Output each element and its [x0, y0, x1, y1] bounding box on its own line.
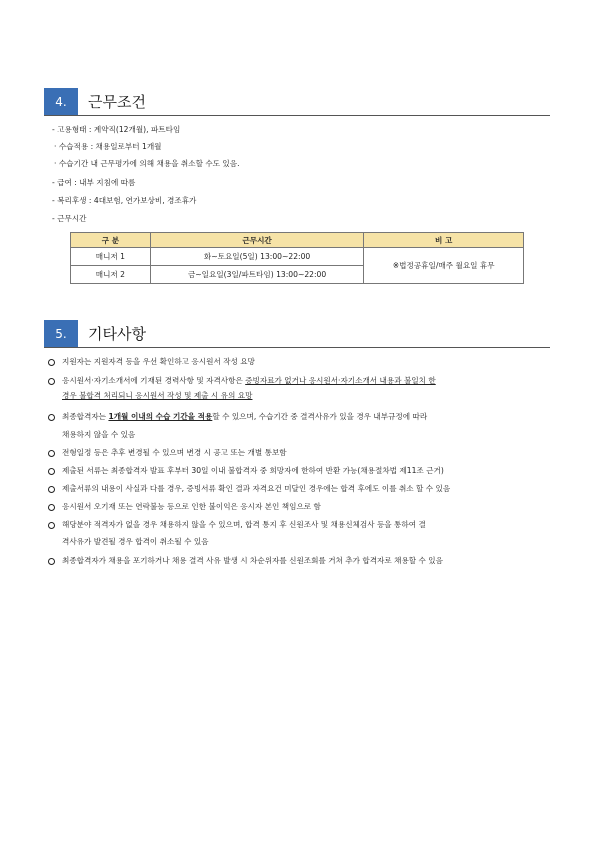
- list-item-emphasis: 1개월 이내의 수습 기간을 적용: [108, 412, 213, 421]
- list-item: 응시원서 오기재 또는 연락불능 등으로 인한 불이익은 응시자 본인 책임으로 함: [62, 502, 321, 511]
- section-4-number: 4.: [44, 88, 78, 116]
- circle-bullet-icon: [48, 450, 55, 457]
- section-4-header: [44, 88, 550, 116]
- circle-bullet-icon: [48, 378, 55, 385]
- list-item: 전형일정 등은 추후 변경될 수 있으며 변경 시 공고 또는 개별 통보함: [62, 448, 287, 457]
- list-item: 제출서류의 내용이 사실과 다를 경우, 증빙서류 확인 결과 자격요건 미달인 경우에는 합격 후에도 이를 취소 할 수 있음: [62, 484, 451, 493]
- section-4-divider: [44, 115, 550, 116]
- benefits: - 복리후생 : 4대보험, 연가보상비, 경조휴가: [52, 196, 197, 205]
- list-item-continuation: 채용하지 않을 수 있음: [62, 430, 136, 439]
- circle-bullet-icon: [48, 504, 55, 511]
- table-row: [71, 248, 524, 266]
- circle-bullet-icon: [48, 486, 55, 493]
- circle-bullet-icon: [48, 359, 55, 366]
- circle-bullet-icon: [48, 414, 55, 421]
- table-note-cell: ※법정공휴일/매주 월요일 휴무: [364, 248, 524, 284]
- section-5-number: 5.: [44, 320, 78, 348]
- list-item-underlined-text: 증빙자료가 없거나 응시원서·자기소개서 내용과 불일치 한: [245, 376, 436, 385]
- table-cell: 금~일요일(3일/파트타임) 13:00~22:00: [150, 266, 364, 284]
- table-header-cell: 근무시간: [150, 233, 364, 248]
- circle-bullet-icon: [48, 468, 55, 475]
- salary: - 급여 : 내부 지침에 따름: [52, 178, 136, 187]
- circle-bullet-icon: [48, 558, 55, 565]
- section-5-divider: [44, 347, 550, 348]
- list-item: 제출된 서류는 최종합격자 발표 후부터 30일 이내 불합격자 중 희망자에 한하여 반환 가능(채용절차법 제11조 근거): [62, 466, 444, 475]
- table-cell: 매니저 1: [71, 248, 151, 266]
- list-item: [62, 376, 436, 386]
- list-item: [62, 412, 427, 422]
- table-header-row: [71, 233, 524, 248]
- section-5-title: 기타사항: [88, 325, 146, 343]
- employment-type: - 고용형태 : 계약직(12개월), 파트타임: [52, 125, 181, 134]
- working-hours-label: - 근무시간: [52, 214, 87, 223]
- list-item: 해당분야 적격자가 없을 경우 채용하지 않을 수 있으며, 합격 통지 후 신원조사 및 채용신체검사 등을 통하여 결: [62, 520, 426, 529]
- list-item-text: 최종합격자는: [62, 412, 109, 421]
- circle-bullet-icon: [48, 522, 55, 529]
- list-item-continuation: 격사유가 발견될 경우 합격이 취소될 수 있음: [62, 537, 209, 546]
- list-item-continuation: 경우 불합격 처리되니 응시원서 작성 및 제출 시 유의 요망: [62, 391, 253, 400]
- list-item: 지원자는 지원자격 등을 우선 확인하고 응시원서 작성 요망: [62, 357, 255, 366]
- table-header-cell: 구 분: [71, 233, 151, 248]
- list-item-text: 할 수 있으며, 수습기간 중 결격사유가 있을 경우 내부규정에 따라: [212, 412, 428, 421]
- section-4-title: 근무조건: [88, 93, 146, 111]
- section-5-header: [44, 320, 550, 348]
- working-hours-table: [70, 232, 524, 284]
- list-item-text: 응시원서·자기소개서에 기재된 경력사항 및 자격사항은: [62, 376, 246, 385]
- probation-apply: · 수습적용 : 채용일로부터 1개월: [54, 142, 162, 151]
- probation-cancel-note: · 수습기간 내 근무평가에 의해 채용을 취소할 수도 있음.: [54, 159, 240, 168]
- list-item: 최종합격자가 채용을 포기하거나 채용 결격 사유 발생 시 차순위자를 신원조회를 거쳐 추가 합격자로 채용할 수 있음: [62, 556, 443, 565]
- table-cell: 화~토요일(5일) 13:00~22:00: [150, 248, 364, 266]
- table-header-cell: 비 고: [364, 233, 524, 248]
- table-cell: 매니저 2: [71, 266, 151, 284]
